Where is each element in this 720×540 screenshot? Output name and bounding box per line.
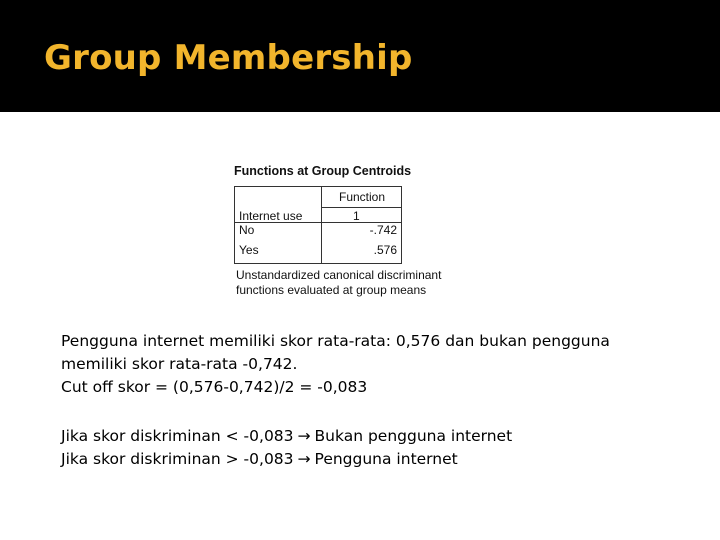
rule-2-result: Pengguna internet [314,450,458,468]
body-text [61,330,681,471]
body-line-3: Cut off skor = (0,576-0,742)/2 = -0,083 [61,378,368,396]
table-divider-vertical [321,187,322,263]
row-group-header: Internet use [239,209,303,223]
column-header: 1 [353,209,360,223]
title-bar [0,0,720,112]
table-divider-header [321,207,401,208]
rule-2-condition: Jika skor diskriminan > -0,083 [61,450,294,468]
rule-1-result: Bukan pengguna internet [314,427,513,445]
slide-title: Group Membership [44,38,413,78]
footnote-line-1: Unstandardized canonical discriminant [236,268,442,282]
row-value-yes: .576 [373,243,397,257]
slide-content [0,112,720,540]
table-title: Functions at Group Centroids [234,164,412,178]
footnote-line-2: functions evaluated at group means [236,283,427,297]
row-label-no: No [239,223,255,237]
row-value-no: -.742 [369,223,397,237]
arrow-right-icon: → [297,450,311,468]
centroids-table-image [232,164,472,302]
rule-1-condition: Jika skor diskriminan < -0,083 [61,427,294,445]
table-footnote [236,268,441,298]
centroids-table [234,186,402,264]
body-line-2: memiliki skor rata-rata -0,742. [61,355,298,373]
rule-line-1 [61,425,681,448]
row-label-yes: Yes [239,243,259,257]
arrow-right-icon: → [297,427,311,445]
column-group-header: Function [339,190,386,204]
spacer [61,399,681,425]
rule-line-2 [61,448,681,471]
body-line-1: Pengguna internet memiliki skor rata-rata: 0,576 dan bukan pengguna [61,332,610,350]
